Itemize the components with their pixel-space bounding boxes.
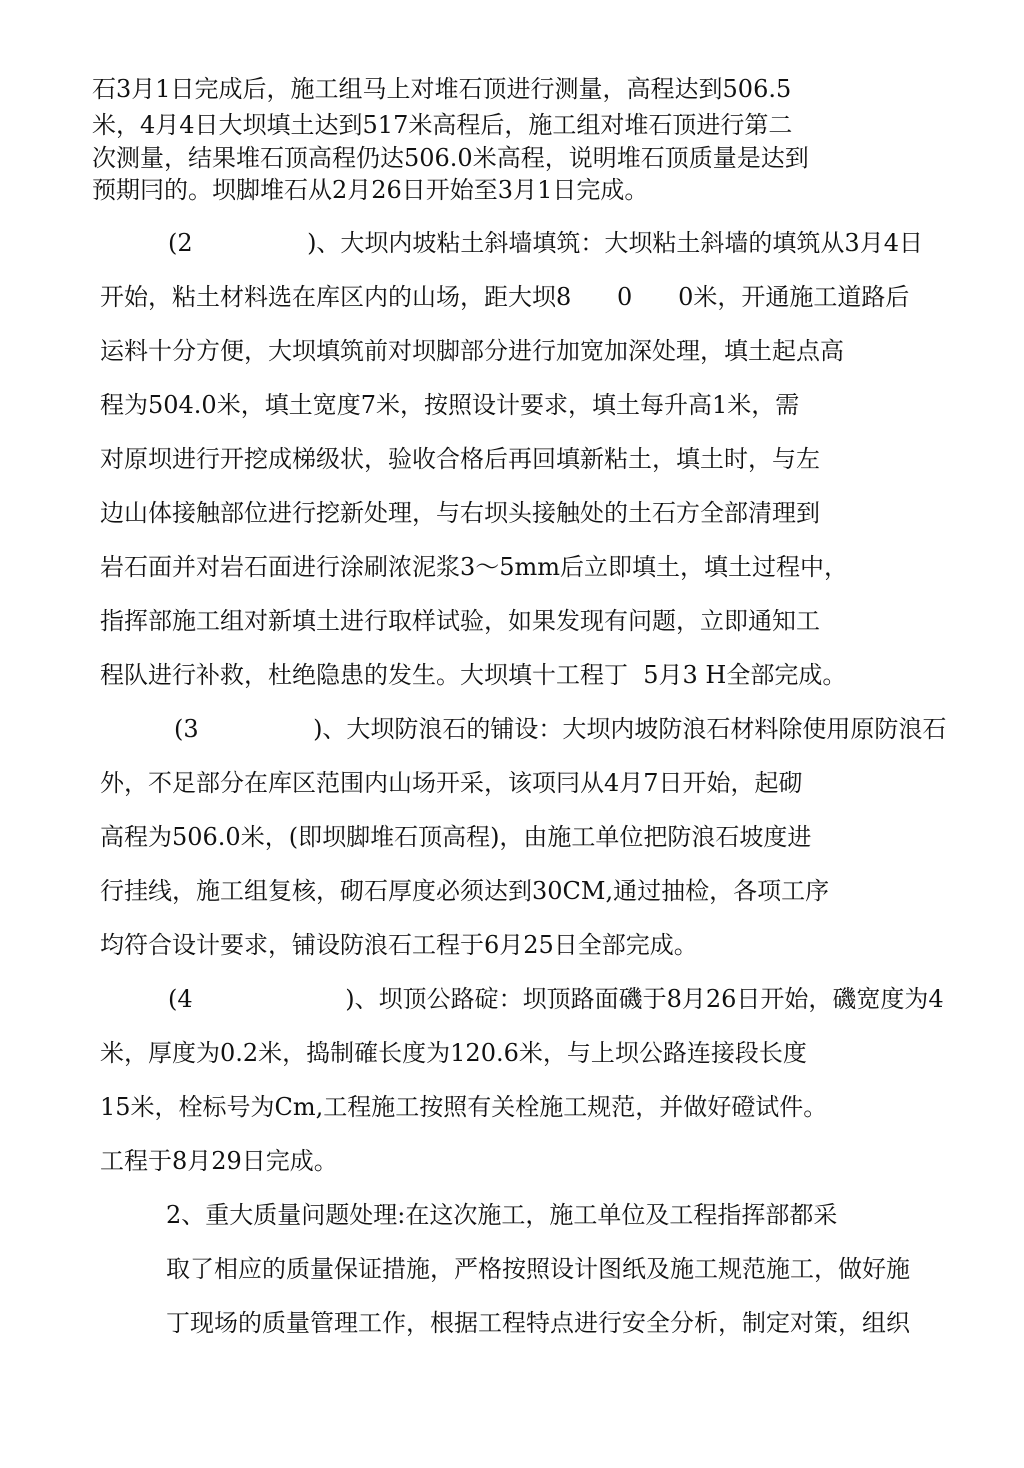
text-line-2: 米，4月4日大坝填土达到517米高程后，施工组对堆石顶进行第二: [92, 111, 793, 139]
text-line-15: 外，不足部分在库区范围内山场开采，该项冃从4月7日开始，起砌: [100, 769, 803, 797]
text-line-13: 程队进行补救，杜绝隐患的发生。大坝填十工程丁 5月3 H全部完成。: [100, 661, 847, 689]
text-line-8: 程为504.0米，填土宽度7米，按照设计要求，填土每升高1米，需: [100, 391, 800, 419]
text-line-4: 预期冃的。坝脚堆石从2月26日开始至3月1日完成。: [92, 176, 649, 204]
text-line-21: 15米，栓标号为Cm,工程施工按照有关栓施工规范，并做好磴试件。: [100, 1093, 828, 1121]
text-line-17: 行挂线，施工组复核，砌石厚度必须达到30CM,通过抽检，各项工序: [100, 877, 830, 905]
text-line-3: 次测量，结果堆石顶高程仍达506.0米高程，说明堆石顶质量是达到: [92, 144, 809, 172]
text-line-24: 取了相应的质量保证措施，严格按照设计图纸及施工规范施工，做好施: [166, 1255, 910, 1283]
text-line-16: 高程为506.0米，(即坝脚堆石顶高程)，由施工单位把防浪石坡度进: [100, 823, 812, 851]
text-line-25: 丁现场的质量管理工作，根据工程特点进行安全分析，制定对策，组织: [166, 1309, 910, 1337]
text-line-6: 开始，粘土材料选在库区内的山场，距大坝8 0 0米，开通施工道路后: [100, 283, 910, 311]
text-line-20: 米，厚度为0.2米，捣制確长度为120.6米，与上坝公路连接段长度: [100, 1039, 807, 1067]
text-line-14: (3 )、大坝防浪石的铺设：大坝内坡防浪石材料除使用原防浪石: [174, 715, 947, 743]
text-line-19: (4 )、坝顶公路碇：坝顶路面磯于8月26日开始，磯宽度为4: [168, 985, 944, 1013]
text-line-10: 边山体接触部位进行挖新处理，与右坝头接触处的土石方全部清理到: [100, 499, 820, 527]
text-line-23: 2、重大质量问题处理:在这次施工，施工单位及工程指挥部都采: [166, 1201, 838, 1229]
text-line-9: 对原坝进行开挖成梯级状，验收合格后再回填新粘土，填土时，与左: [100, 445, 820, 473]
text-line-1: 石3月1日完成后，施工组马上对堆石顶进行测量，高程达到506.5: [92, 75, 792, 103]
text-line-12: 指挥部施工组对新填土进行取样试验，如果发现有问题，立即通知工: [100, 607, 820, 635]
text-line-5: (2 )、大坝内坡粘土斜墙填筑：大坝粘土斜墙的填筑从3月4日: [168, 229, 923, 257]
text-line-18: 均符合设计要求，铺设防浪石工程于6月25日全部完成。: [100, 931, 698, 959]
text-line-7: 运料十分方便，大坝填筑前对坝脚部分进行加宽加深处理，填土起点高: [100, 337, 844, 365]
text-line-22: 工程于8月29日完成。: [100, 1147, 338, 1175]
text-line-11: 岩石面并对岩石面进行涂刷浓泥浆3～5mm后立即填土，填土过程中，: [100, 553, 849, 581]
